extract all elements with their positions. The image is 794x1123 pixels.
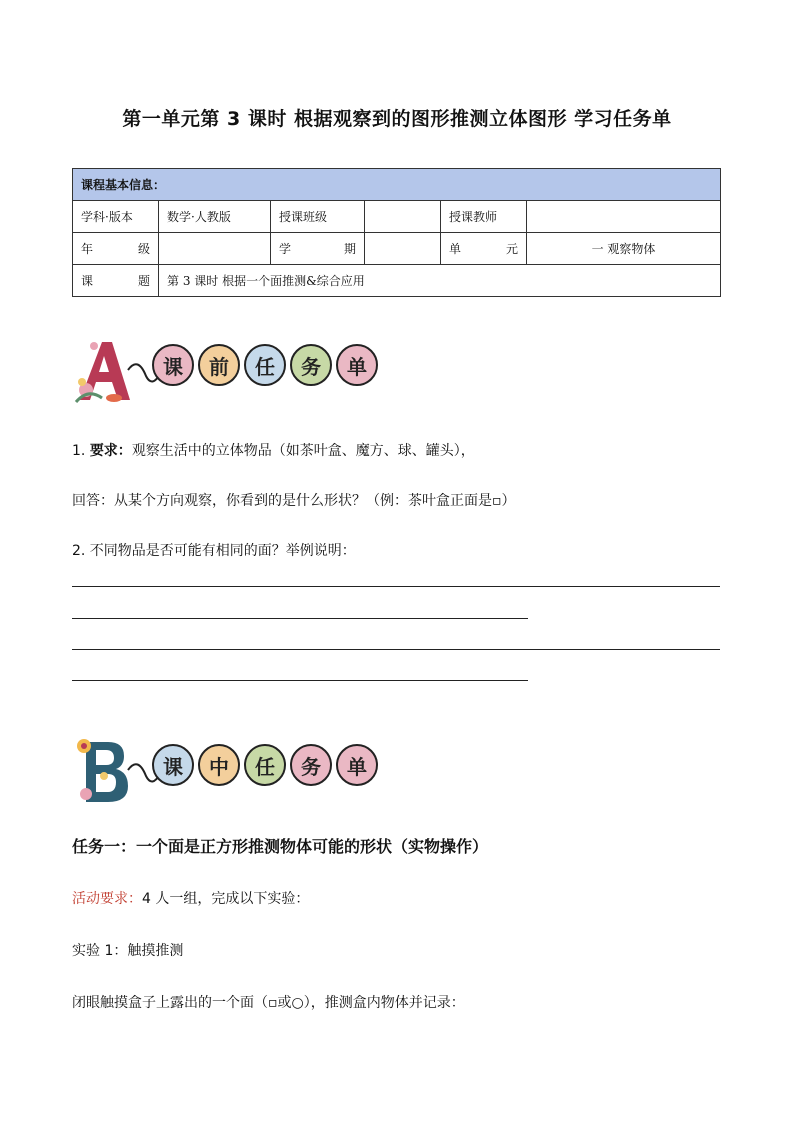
answer-line xyxy=(72,618,528,619)
in-class-chars xyxy=(152,744,378,786)
char-circle: 务 xyxy=(290,344,332,386)
char-circle: 单 xyxy=(336,344,378,386)
answer-line xyxy=(72,680,528,681)
grade-label: 年 级 xyxy=(73,233,159,265)
question-2: 2. 不同物品是否可能有相同的面？举例说明： xyxy=(72,543,356,559)
teacher-label: 授课教师 xyxy=(441,201,527,233)
char-circle: 任 xyxy=(244,344,286,386)
letter-b-floral-icon xyxy=(72,736,162,808)
term-label: 学 期 xyxy=(271,233,365,265)
char-circle: 任 xyxy=(244,744,286,786)
topic-value: 第 3 课时 根据一个面推测&综合应用 xyxy=(159,265,721,297)
question-1: 1. 要求：观察生活中的立体物品（如茶叶盒、魔方、球、罐头）， xyxy=(72,443,475,459)
pre-class-task-banner xyxy=(72,336,392,408)
unit-label: 单 元 xyxy=(441,233,527,265)
activity-requirement: 活动要求：4 人一组，完成以下实验： xyxy=(72,891,310,907)
page-title: 第一单元第 3 课时 根据观察到的图形推测立体图形 学习任务单 xyxy=(122,108,672,130)
answer-line xyxy=(72,649,720,650)
char-circle: 课 xyxy=(152,344,194,386)
course-info-table xyxy=(72,168,721,297)
char-circle: 课 xyxy=(152,744,194,786)
subject-value: 数学·人教版 xyxy=(159,201,271,233)
in-class-task-banner xyxy=(72,736,392,808)
subject-label: 学科·版本 xyxy=(73,201,159,233)
term-value xyxy=(365,233,441,265)
char-circle: 中 xyxy=(198,744,240,786)
class-value xyxy=(365,201,441,233)
experiment-1-title: 实验 1：触摸推测 xyxy=(72,943,184,959)
experiment-1-description: 闭眼触摸盒子上露出的一个面（▫或○），推测盒内物体并记录： xyxy=(72,995,465,1011)
answer-line xyxy=(72,586,720,587)
char-circle: 前 xyxy=(198,344,240,386)
question-1-answer-prompt: 回答：从某个方向观察，你看到的是什么形状？（例：茶叶盒正面是▫） xyxy=(72,493,516,509)
pre-class-chars xyxy=(152,344,378,386)
char-circle: 单 xyxy=(336,744,378,786)
letter-a-floral-icon xyxy=(72,336,162,408)
topic-label: 课 题 xyxy=(73,265,159,297)
char-circle: 务 xyxy=(290,744,332,786)
teacher-value xyxy=(527,201,721,233)
unit-value: 一 观察物体 xyxy=(527,233,721,265)
grade-value xyxy=(159,233,271,265)
task-1-title: 任务一：一个面是正方形推测物体可能的形状（实物操作） xyxy=(72,837,489,856)
course-info-header: 课程基本信息： xyxy=(73,169,721,201)
class-label: 授课班级 xyxy=(271,201,365,233)
